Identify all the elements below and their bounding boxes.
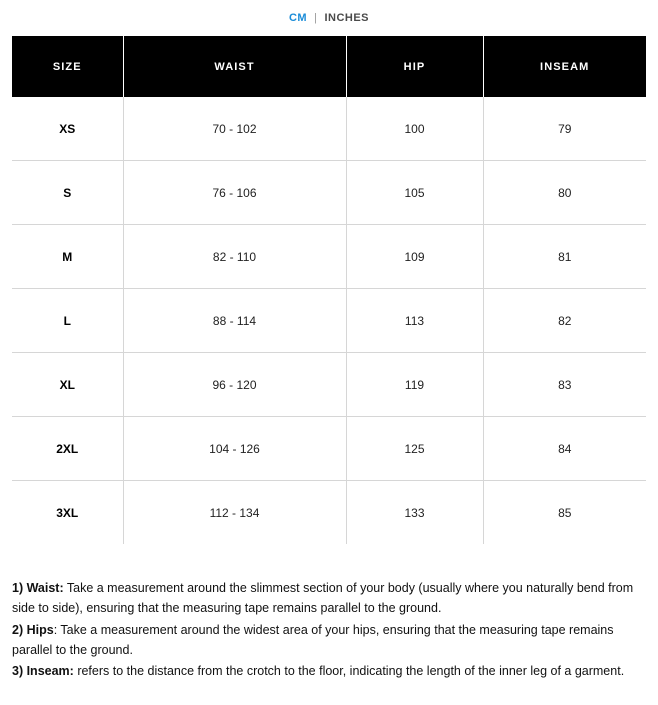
table-row (12, 225, 646, 289)
cell-hip: 100 (346, 97, 483, 161)
cell-waist: 96 - 120 (123, 353, 346, 417)
table-header-row (12, 36, 646, 97)
cell-size: XS (12, 97, 123, 161)
note-waist (12, 578, 646, 619)
note-hips (12, 620, 646, 661)
table-row (12, 417, 646, 481)
cell-size: S (12, 161, 123, 225)
unit-inches-button[interactable]: INCHES (324, 12, 370, 24)
note-hips-label: 2) Hips (12, 622, 54, 637)
cell-waist: 104 - 126 (123, 417, 346, 481)
cell-size: XL (12, 353, 123, 417)
cell-size: 3XL (12, 481, 123, 545)
cell-size: M (12, 225, 123, 289)
cell-hip: 109 (346, 225, 483, 289)
unit-cm-button[interactable]: CM (288, 12, 308, 24)
cell-waist: 76 - 106 (123, 161, 346, 225)
cell-inseam: 81 (483, 225, 646, 289)
column-header-waist: WAIST (123, 36, 346, 97)
cell-inseam: 83 (483, 353, 646, 417)
cell-hip: 125 (346, 417, 483, 481)
size-table-head (12, 36, 646, 97)
note-waist-label: 1) Waist: (12, 581, 64, 595)
cell-inseam: 85 (558, 505, 572, 520)
cell-hip: 105 (346, 161, 483, 225)
cell-size: L (12, 289, 123, 353)
cell-size: 2XL (12, 417, 123, 481)
cell-hip: 119 (346, 353, 483, 417)
cell-waist: 82 - 110 (123, 225, 346, 289)
unit-toggle (0, 0, 658, 36)
table-row (12, 353, 646, 417)
note-inseam-label: 3) Inseam: (12, 664, 74, 678)
cell-inseam: 79 (483, 97, 646, 161)
cell-hip: 133 (346, 481, 483, 545)
note-hips-text: : Take a measurement around the widest area of your hips, ensuring that the measuring tape remains parallel to the ground. (12, 622, 614, 657)
size-table (12, 36, 646, 544)
column-header-size: SIZE (12, 36, 123, 97)
note-inseam-text: refers to the distance from the crotch to the floor, indicating the length of the inner leg of a garment. (73, 664, 625, 678)
cell-hip: 113 (346, 289, 483, 353)
size-table-body (12, 97, 646, 544)
note-inseam (12, 661, 646, 681)
cell-inseam: 80 (483, 161, 646, 225)
cell-inseam: 84 (483, 417, 646, 481)
cell-waist: 112 - 134 (123, 481, 346, 545)
cell-inseam: 82 (483, 289, 646, 353)
table-row (12, 161, 646, 225)
table-row (12, 481, 646, 545)
cell-waist: 88 - 114 (123, 289, 346, 353)
measurement-notes (12, 578, 646, 681)
unit-separator: | (314, 12, 318, 24)
note-waist-text: Take a measurement around the slimmest section of your body (usually where you naturally bend from side to side), ensuring that the measuring tape remains parallel to the ground. (12, 581, 634, 616)
table-row (12, 289, 646, 353)
table-row (12, 97, 646, 161)
column-header-inseam: INSEAM (483, 36, 646, 97)
column-header-hip: HIP (346, 36, 483, 97)
size-table-container (12, 36, 646, 544)
cell-waist: 70 - 102 (123, 97, 346, 161)
